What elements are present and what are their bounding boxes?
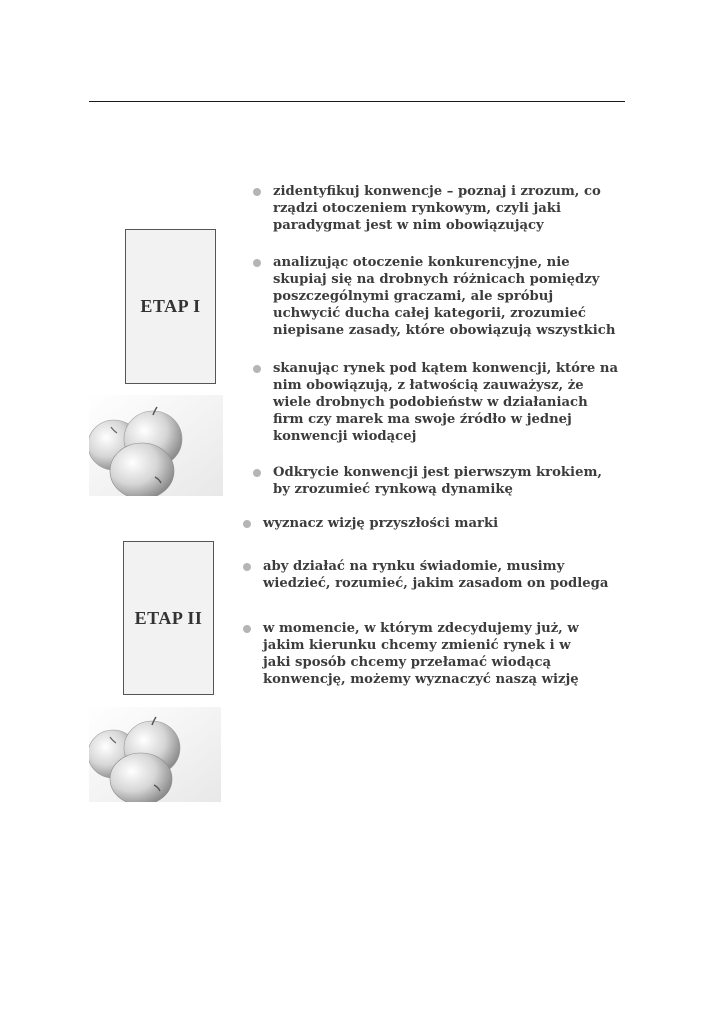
- etap-2-bullet-2: [243, 558, 608, 592]
- bullet-text: Odkrycie konwencji jest pierwszym krokiem, by zrozumieć rynkową dynamikę: [273, 465, 603, 497]
- etap-2-box: [123, 541, 214, 695]
- etap-2-bullet-1: [243, 515, 498, 532]
- apples-image: [89, 707, 221, 802]
- bullet-dot-icon: [253, 365, 261, 373]
- etap-1-bullet-2: [253, 254, 615, 339]
- etap-2-bullet-3: [243, 620, 579, 688]
- bullet-dot-icon: [243, 563, 251, 571]
- etap-1-box: [125, 229, 216, 384]
- bullet-text: w momencie, w którym zdecydujemy już, w jakim kierunku chcemy zmienić rynek i w jaki sposób chcemy przełamać wiodącą konwencję, możemy wyznaczyć naszą wizję: [263, 621, 579, 687]
- bullet-text: wyznacz wizję przyszłości marki: [263, 516, 499, 531]
- etap-1-label: ETAP I: [140, 296, 201, 316]
- bullet-dot-icon: [253, 469, 261, 477]
- top-rule: [89, 101, 625, 102]
- bullet-dot-icon: [253, 259, 261, 267]
- etap-1-bullet-3: [253, 360, 618, 445]
- bullet-dot-icon: [253, 188, 261, 196]
- etap-1-bullet-4: [253, 464, 602, 498]
- bullet-text: zidentyfikuj konwencje – poznaj i zrozum, co rządzi otoczeniem rynkowym, czyli jaki paradygmat jest w nim obowiązujący: [273, 184, 601, 233]
- bullet-dot-icon: [243, 520, 251, 528]
- bullet-dot-icon: [243, 625, 251, 633]
- bullet-text: analizując otoczenie konkurencyjne, nie skupiaj się na drobnych różnicach pomiędzy poszczególnymi graczami, ale spróbuj uchwycić ducha całej kategorii, zrozumieć niepisane zasady, które obowiązują wszystkich: [273, 255, 616, 338]
- apples-image: [89, 395, 223, 496]
- bullet-text: skanując rynek pod kątem konwencji, które na nim obowiązują, z łatwością zauważysz, że wiele drobnych podobieństw w działaniach firm czy marek ma swoje źródło w jednej konwencji wiodącej: [273, 361, 619, 444]
- bullet-text: aby działać na rynku świadomie, musimy wiedzieć, rozumieć, jakim zasadom on podlega: [263, 559, 609, 591]
- etap-2-label: ETAP II: [134, 607, 203, 628]
- etap-1-bullet-1: [253, 183, 601, 234]
